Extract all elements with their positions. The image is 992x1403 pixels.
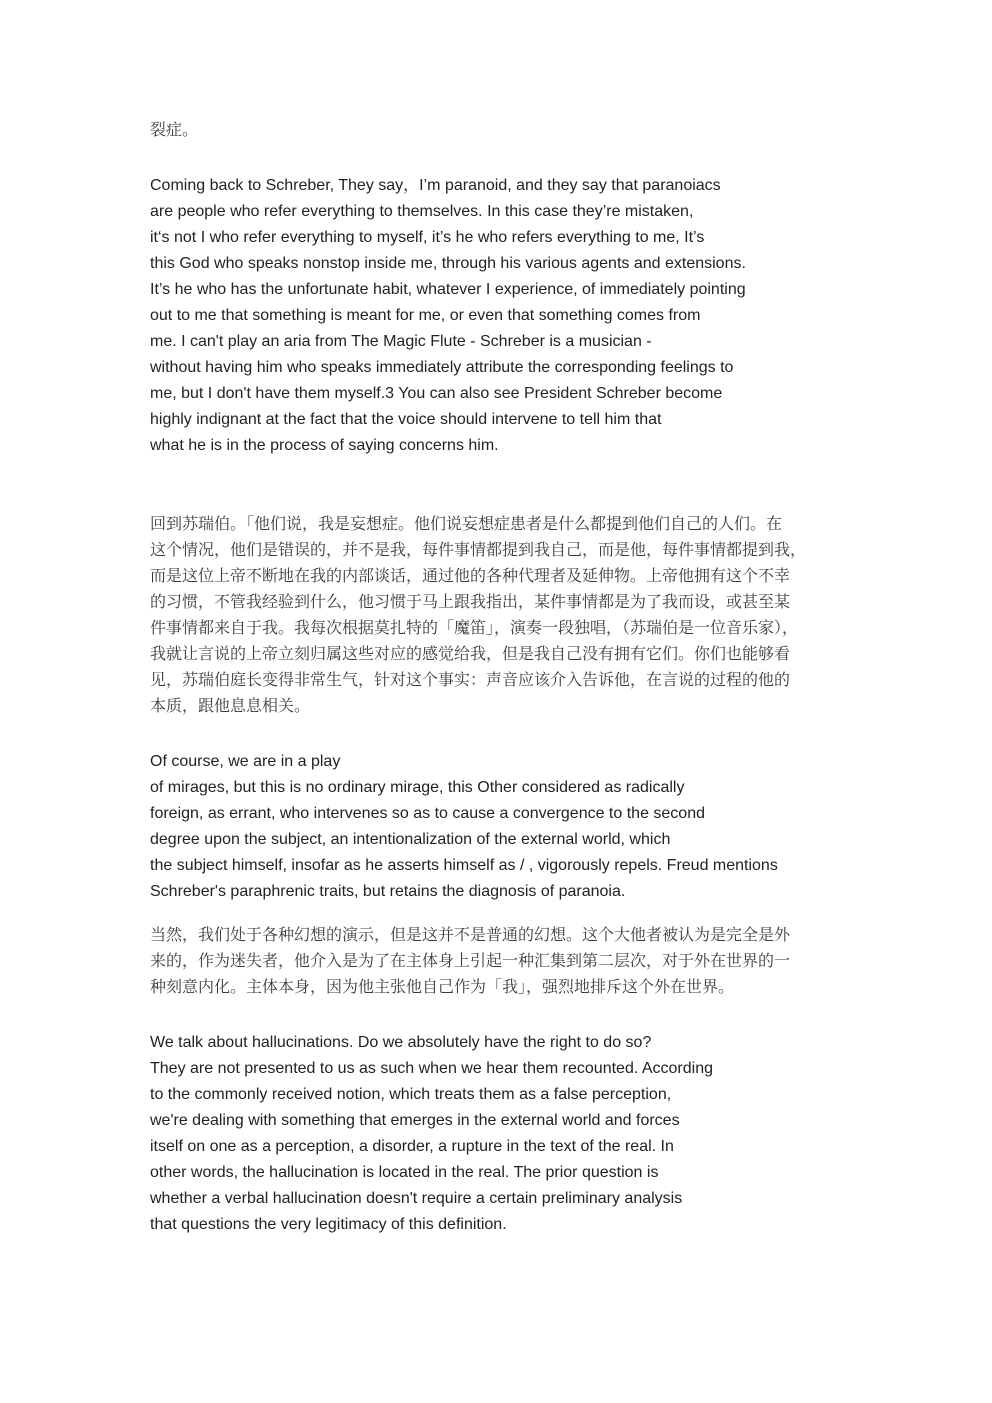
text-line: me, but I don't have them myself.3 You can also see President Schreber become <box>150 385 723 402</box>
text-line: itself on one as a perception, a disorder, a rupture in the text of the real. In <box>150 1138 674 1155</box>
text-line: 的习惯，不管我经验到什么，他习惯于马上跟我指出，某件事情都是为了我而设，或甚至某 <box>150 592 791 611</box>
text-line: We talk about hallucinations. Do we absolutely have the right to do so? <box>150 1034 652 1051</box>
text-line: Of course, we are in a play <box>150 753 341 770</box>
text-line: 见，苏瑞伯庭长变得非常生气，针对这个事实：声音应该介入告诉他，在言说的过程的他的 <box>150 670 791 689</box>
text-line: Schreber's paraphrenic traits, but retains the diagnosis of paranoia. <box>150 883 626 900</box>
paragraph-en <box>150 1030 850 1238</box>
text-line: 件事情都来自于我。我每次根据莫扎特的「魔笛」，演奏一段独唱，（苏瑞伯是一位音乐家）， <box>150 618 799 637</box>
text-line: to the commonly received notion, which treats them as a false perception, <box>150 1086 672 1103</box>
text-line: without having him who speaks immediately attribute the corresponding feelings to <box>150 359 734 376</box>
text-line: Coming back to Schreber, They say，I’m paranoid, and they say that paranoiacs <box>150 177 721 194</box>
text-line: highly indignant at the fact that the voice should intervene to tell him that <box>150 411 662 428</box>
paragraph-en <box>150 173 850 459</box>
text-line: 这个情况，他们是错误的，并不是我，每件事情都提到我自己，而是他，每件事情都提到我， <box>150 540 807 559</box>
text-line: are people who refer everything to themselves. In this case they’re mistaken, <box>150 203 694 220</box>
text-line: 当然，我们处于各种幻想的演示，但是这并不是普通的幻想。这个大他者被认为是完全是外 <box>150 925 791 944</box>
text-line: out to me that something is meant for me, or even that something comes from <box>150 307 701 324</box>
text-line: of mirages, but this is no ordinary mirage, this Other considered as radically <box>150 779 685 796</box>
text-line: 回到苏瑞伯。「他们说，我是妄想症。他们说妄想症患者是什么都提到他们自己的人们。在 <box>150 514 783 533</box>
text-line: foreign, as errant, who intervenes so as to cause a convergence to the second <box>150 805 705 822</box>
text-line: other words, the hallucination is located in the real. The prior question is <box>150 1164 659 1181</box>
document-page <box>150 117 850 1238</box>
text-line: 种刻意内化。主体本身，因为他主张他自己作为「我」，强烈地排斥这个外在世界。 <box>150 977 735 996</box>
text-line: that questions the very legitimacy of this definition. <box>150 1216 507 1233</box>
text-line: 来的，作为迷失者，他介入是为了在主体身上引起一种汇集到第二层次，对于外在世界的一 <box>150 951 791 970</box>
text-line: we're dealing with something that emerges in the external world and forces <box>150 1112 680 1129</box>
paragraph-zh <box>150 511 850 719</box>
text-line: 而是这位上帝不断地在我的内部谈话，通过他的各种代理者及延伸物。上帝他拥有这个不幸 <box>150 566 791 585</box>
text-line: 裂症。 <box>150 120 199 139</box>
text-line: whether a verbal hallucination doesn't require a certain preliminary analysis <box>150 1190 683 1207</box>
paragraph-en <box>150 749 850 905</box>
text-line: this God who speaks nonstop inside me, through his various agents and extensions. <box>150 255 746 272</box>
text-line: me. I can't play an aria from The Magic Flute - Schreber is a musician - <box>150 333 652 350</box>
text-line: it‘s not I who refer everything to myself, it’s he who refers everything to me, It’s <box>150 229 705 246</box>
text-line: They are not presented to us as such when we hear them recounted. According <box>150 1060 713 1077</box>
text-line: degree upon the subject, an intentionalization of the external world, which <box>150 831 671 848</box>
paragraph-zh <box>150 117 850 143</box>
text-line: It’s he who has the unfortunate habit, whatever I experience, of immediately pointing <box>150 281 746 298</box>
text-line: 本质，跟他息息相关。 <box>150 696 311 715</box>
text-line: what he is in the process of saying concerns him. <box>150 437 499 454</box>
paragraph-zh <box>150 922 850 1000</box>
text-line: the subject himself, insofar as he asserts himself as / , vigorously repels. Freud mentions <box>150 857 778 874</box>
text-line: 我就让言说的上帝立刻归属这些对应的感觉给我，但是我自己没有拥有它们。你们也能够看 <box>150 644 791 663</box>
